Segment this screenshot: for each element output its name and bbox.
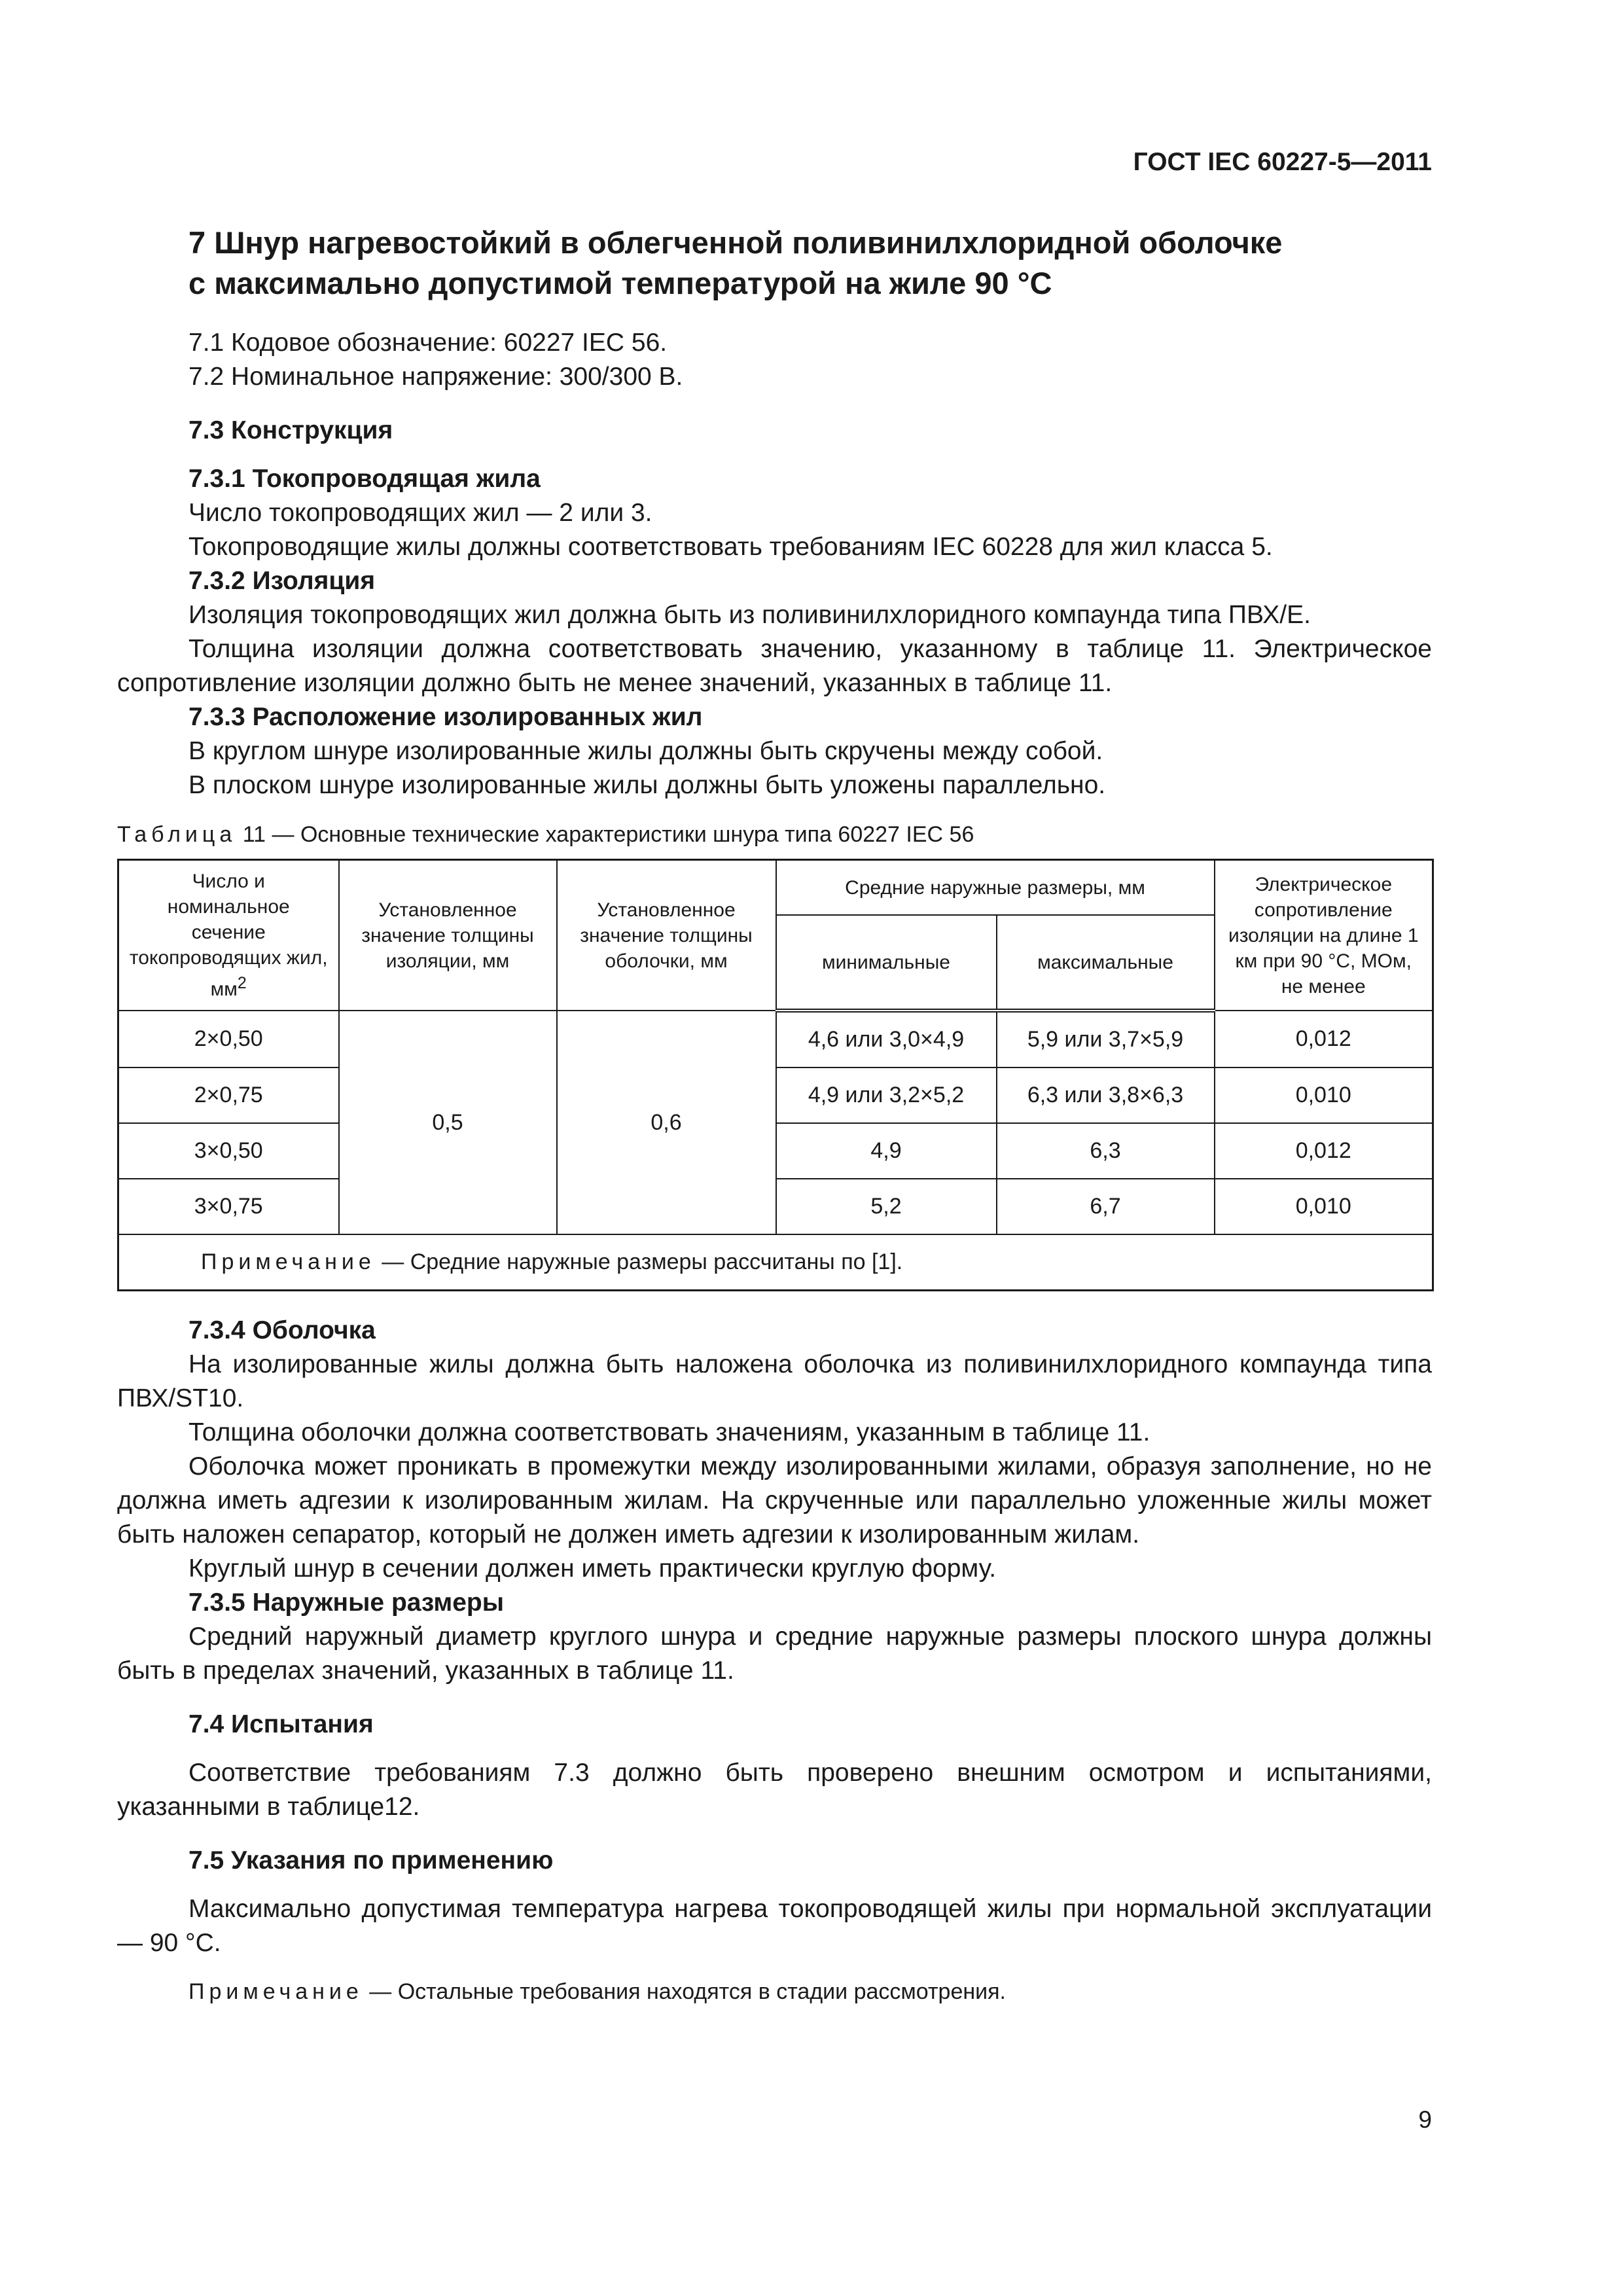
paragraph-7-3-4-a: На изолированные жилы должна быть наложена оболочка из поливинилхлоридного компаунда типа ПВХ/ST10. xyxy=(117,1350,1432,1412)
heading-7-3: 7.3 Конструкция xyxy=(188,416,393,444)
paragraph-7-3-1-a: Число токопроводящих жил — 2 или 3. xyxy=(188,499,652,527)
final-note-word: Примечание xyxy=(188,1979,363,2004)
table-note-row xyxy=(118,1234,1433,1291)
heading-7-4: 7.4 Испытания xyxy=(188,1710,374,1738)
header-max: максимальные xyxy=(997,915,1215,1011)
table-row xyxy=(118,1067,1433,1123)
header-insulation-thickness: Установленное значение толщины изоляции, мм xyxy=(339,860,557,1011)
cell-min: 5,2 xyxy=(776,1179,997,1234)
cell-resistance: 0,010 xyxy=(1215,1067,1433,1123)
header-section-superscript: 2 xyxy=(237,974,247,992)
heading-7-3-4: 7.3.4 Оболочка xyxy=(188,1316,376,1344)
table-caption-text: 11 — Основные технические характеристики шнура типа 60227 IEC 56 xyxy=(236,822,974,847)
header-outer-dimensions: Средние наружные размеры, мм xyxy=(776,860,1215,916)
paragraph-7-4: Соответствие требованиям 7.3 должно быть проверено внешним осмотром и испытаниями, указанными в таблице12. xyxy=(117,1759,1432,1821)
paragraph-7-3-4-d: Круглый шнур в сечении должен иметь практически круглую форму. xyxy=(188,1554,997,1583)
table-row xyxy=(118,1179,1433,1234)
final-note-text: — Остальные требования находятся в стадии рассмотрения. xyxy=(363,1979,1006,2004)
cell-max: 5,9 или 3,7×5,9 xyxy=(997,1011,1215,1067)
section-7-title-line1: 7 Шнур нагревостойкий в облегченной поливинилхлоридной оболочке xyxy=(188,225,1283,260)
heading-7-5: 7.5 Указания по применению xyxy=(188,1846,554,1874)
table-row xyxy=(118,1011,1433,1067)
table-11 xyxy=(117,859,1434,1291)
page-body xyxy=(117,223,1432,2007)
paragraph-7-1: 7.1 Кодовое обозначение: 60227 IEC 56. xyxy=(188,329,668,357)
cell-min: 4,6 или 3,0×4,9 xyxy=(776,1011,997,1067)
header-section: Число и номинальное сечение токопроводящих жил, $мм^2$ xyxy=(118,860,339,1011)
section-7-title xyxy=(188,223,1432,304)
header-sheath-thickness: Установленное значение толщины оболочки, мм xyxy=(557,860,776,1011)
cell-section: 2×0,75 xyxy=(118,1067,339,1123)
final-note xyxy=(117,1976,1432,2007)
paragraph-7-2: 7.2 Номинальное напряжение: 300/300 В. xyxy=(188,363,683,391)
cell-resistance: 0,012 xyxy=(1215,1123,1433,1179)
header-resistance: Электрическое сопротивление изоляции на длине 1 км при 90 °С, МОм, не менее xyxy=(1215,860,1433,1011)
cell-min: 4,9 xyxy=(776,1123,997,1179)
section-7-title-line2: с максимально допустимой температурой на жиле 90 °С xyxy=(188,266,1052,300)
paragraph-7-3-3-b: В плоском шнуре изолированные жилы должны быть уложены параллельно. xyxy=(188,771,1106,799)
cell-sheath-thickness: 0,6 xyxy=(557,1011,776,1234)
paragraph-7-3-4-c: Оболочка может проникать в промежутки между изолированными жилами, образуя заполнение, но не должна иметь адгезии к изолированным жилам. На скрученные или параллельно уложенные жилы может быть наложен сепаратор, который не должен иметь адгезии к изолированным жилам. xyxy=(117,1452,1432,1549)
document-code-header: ГОСТ IEC 60227-5—2011 xyxy=(1133,148,1432,176)
paragraph-7-3-2-a: Изоляция токопроводящих жил должна быть из поливинилхлоридного компаунда типа ПВХ/Е. xyxy=(188,601,1311,629)
cell-max: 6,3 xyxy=(997,1123,1215,1179)
paragraph-7-3-3-a: В круглом шнуре изолированные жилы должны быть скручены между собой. xyxy=(188,737,1103,765)
cell-section: 3×0,50 xyxy=(118,1123,339,1179)
table-caption-word: Таблица xyxy=(117,822,237,847)
heading-7-3-1: 7.3.1 Токопроводящая жила xyxy=(188,465,541,493)
heading-7-3-2: 7.3.2 Изоляция xyxy=(188,567,376,595)
header-min: минимальные xyxy=(776,915,997,1011)
table-note xyxy=(118,1234,1433,1291)
cell-resistance: 0,012 xyxy=(1215,1011,1433,1067)
paragraph-7-3-4-b: Толщина оболочки должна соответствовать значениям, указанным в таблице 11. xyxy=(188,1418,1150,1446)
table-note-word: Примечание xyxy=(201,1249,376,1274)
cell-min: 4,9 или 3,2×5,2 xyxy=(776,1067,997,1123)
heading-7-3-5: 7.3.5 Наружные размеры xyxy=(188,1588,505,1617)
table-note-text: — Средние наружные размеры рассчитаны по [1]. xyxy=(375,1249,903,1274)
cell-max: 6,3 или 3,8×6,3 xyxy=(997,1067,1215,1123)
cell-resistance: 0,010 xyxy=(1215,1179,1433,1234)
paragraph-7-3-1-b: Токопроводящие жилы должны соответствовать требованиям IEC 60228 для жил класса 5. xyxy=(188,533,1273,561)
cell-max: 6,7 xyxy=(997,1179,1215,1234)
cell-section: 3×0,75 xyxy=(118,1179,339,1234)
cell-insulation-thickness: 0,5 xyxy=(339,1011,557,1234)
paragraph-7-3-5: Средний наружный диаметр круглого шнура и средние наружные размеры плоского шнура должны быть в пределах значений, указанных в таблице 11. xyxy=(117,1623,1432,1685)
page-number: 9 xyxy=(1418,2106,1432,2133)
cell-section: 2×0,50 xyxy=(118,1011,339,1067)
heading-7-3-3: 7.3.3 Расположение изолированных жил xyxy=(188,703,703,731)
paragraph-7-3-2-b: Толщина изоляции должна соответствовать значению, указанному в таблице 11. Электрическое сопротивление изоляции должно быть не менее значений, указанных в таблице 11. xyxy=(117,635,1432,697)
table-11-caption xyxy=(117,819,1432,850)
table-row xyxy=(118,1123,1433,1179)
paragraph-7-5: Максимально допустимая температура нагрева токопроводящей жилы при нормальной эксплуатации — 90 °С. xyxy=(117,1895,1432,1957)
